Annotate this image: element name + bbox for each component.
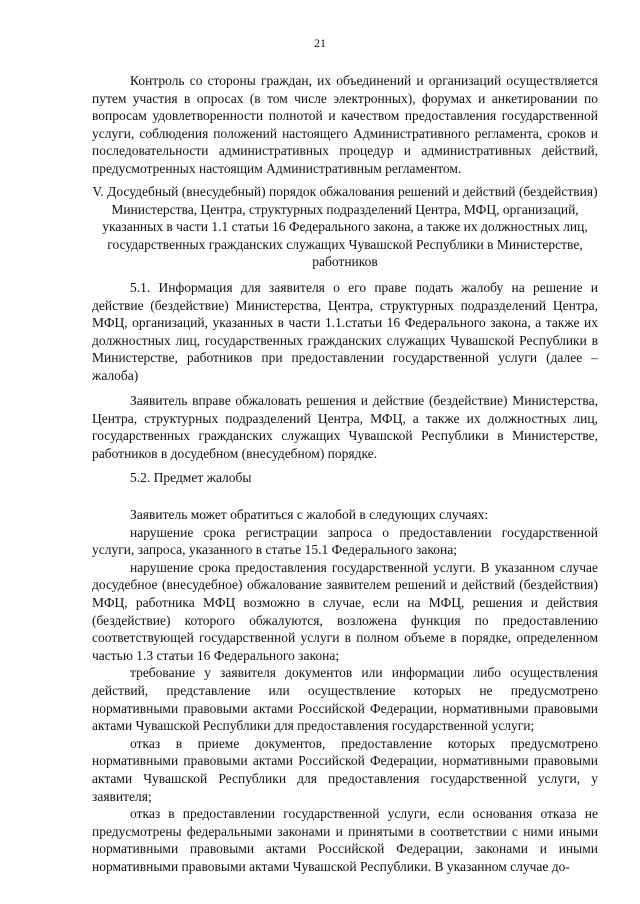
section-heading-block	[92, 183, 598, 271]
case-item: отказ в предоставлении государственной услуги, если основания отказа не предусмотрены федеральными законами и принятыми в соответствии с ними иными нормативными правовыми актами Российской Федерации, законами и иными нормативными правовыми актами Чувашской Республики. В указанном случае до-	[92, 806, 598, 874]
case-item: отказ в приеме документов, предоставление которых предусмотрено нормативными правовыми актами Российской Федерации, нормативными правовыми актами Чувашской Республики для предоставления государственной услуги, у заявителя;	[92, 735, 598, 804]
section-5-1-block	[92, 279, 598, 385]
right-to-appeal-block	[92, 392, 598, 462]
section-5-2-block	[92, 469, 598, 487]
control-block	[92, 72, 598, 178]
page-number: 21	[314, 36, 326, 50]
subheading-5-2: 5.2. Предмет жалобы	[130, 470, 252, 485]
case-item: нарушение срока регистрации запроса о предоставлении государственной услуги, запроса, указанного в статье 15.1 Федерального закона;	[92, 524, 598, 558]
case-item: нарушение срока предоставления государственной услуги. В указанном случае досудебное (внесудебное) обжалование заявителем решений и действий (бездействия) МФЦ, работника МФЦ возможно в случае, если на МФЦ, решения и действия (бездействие) которого обжалуются, возложена функция по предоставлению соответствующей государственной услуги в полном объеме в порядке, определенном частью 1.3 статьи 16 Федерального закона;	[92, 559, 598, 663]
cases-block	[92, 506, 598, 875]
case-item: требование у заявителя документов или информации либо осуществления действий, представление или осуществление которых не предусмотрено нормативными правовыми актами Российской Федерации, нормативными правовыми актами Чувашской Республики для предоставления государственной услуги;	[92, 665, 598, 734]
section-v-heading: V. Досудебный (внесудебный) порядок обжалования решений и действий (бездействия) Министерства, Центра, структурных подразделений Центра, МФЦ, организаций, указанных в части 1.1 статьи 16 Федерального закона, а также их должностных лиц, государственных гражданских служащих Чувашской Республики в Министерстве, работников	[92, 184, 598, 270]
cases-intro: Заявитель может обратиться с жалобой в следующих случаях:	[130, 507, 489, 522]
paragraph-control: Контроль со стороны граждан, их объединений и организаций осуществляется путем участия в опросах (в том числе электронных), форумах и анкетировании по вопросам удовлетворенности полнотой и качеством предоставления государственной услуги, соблюдения положений настоящего Административного регламента, сроков и последовательности административных процедур и административных действий, предусмотренных настоящим Административным регламентом.	[92, 73, 598, 176]
paragraph-5-1: 5.1. Информация для заявителя о его праве подать жалобу на решение и действие (бездействие) Министерства, Центра, структурных подразделений Центра, МФЦ, организаций, указанных в части 1.1.статьи 16 Федерального закона, а также их должностных лиц, государственных гражданских служащих Чувашской Республики в Министерстве, работников при предоставлении государственной услуги (далее – жалоба)	[92, 280, 598, 383]
paragraph-right-to-appeal: Заявитель вправе обжаловать решения и действие (бездействие) Министерства, Центра, структурных подразделений Центра, МФЦ, а также их должностных лиц, государственных гражданских служащих Чувашской Республики в Министерстве, работников в досудебном (внесудебном) порядке.	[92, 393, 598, 461]
